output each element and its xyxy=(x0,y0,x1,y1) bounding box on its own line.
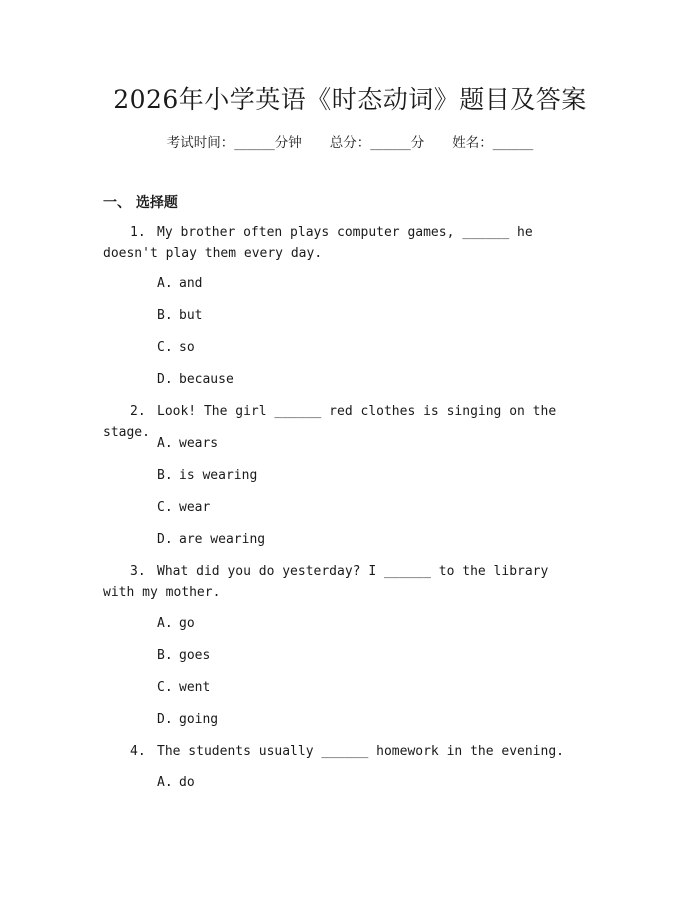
option-text: wears xyxy=(179,436,219,451)
option-letter: C. xyxy=(157,500,173,515)
document-title: 2026年小学英语《时态动词》题目及答案 xyxy=(113,85,587,114)
option-letter: C. xyxy=(157,680,173,695)
option-letter: D. xyxy=(157,372,173,387)
option-letter: D. xyxy=(157,532,173,547)
question-number: 4. xyxy=(130,744,146,759)
section-heading: 一、 选择题 xyxy=(103,195,178,211)
option-text: going xyxy=(179,712,219,727)
question-number: 1. xyxy=(130,225,146,240)
exam-meta xyxy=(0,131,700,151)
option-text: because xyxy=(179,372,234,387)
option-4a xyxy=(157,775,195,791)
option-letter: B. xyxy=(157,648,173,663)
option-letter: C. xyxy=(157,340,173,355)
option-3b xyxy=(157,648,210,664)
option-letter: B. xyxy=(157,468,173,483)
option-2b xyxy=(157,468,257,484)
question-text: The students usually ______ homework in the evening. xyxy=(157,744,564,759)
question-number: 3. xyxy=(130,564,146,579)
option-3a xyxy=(157,616,195,632)
option-text: go xyxy=(179,616,195,631)
option-3d xyxy=(157,712,218,728)
option-1c xyxy=(157,340,195,356)
option-1b xyxy=(157,308,202,324)
question-text: My brother often plays computer games, ______ he doesn't play them every day. xyxy=(103,225,533,261)
option-letter: A. xyxy=(157,616,173,631)
option-letter: B. xyxy=(157,308,173,323)
option-text: are wearing xyxy=(179,532,266,547)
option-text: goes xyxy=(179,648,211,663)
option-text: do xyxy=(179,775,195,790)
exam-time-field: 考试时间：______分钟 xyxy=(166,135,302,151)
option-letter: A. xyxy=(157,276,173,291)
option-text: is wearing xyxy=(179,468,258,483)
option-letter: A. xyxy=(157,436,173,451)
option-text: wear xyxy=(179,500,211,515)
question-4 xyxy=(103,741,587,762)
option-2a xyxy=(157,436,218,452)
question-1 xyxy=(103,222,587,264)
question-3 xyxy=(103,561,587,603)
option-2c xyxy=(157,500,210,516)
option-text: and xyxy=(179,276,203,291)
option-1a xyxy=(157,276,202,292)
question-number: 2. xyxy=(130,404,146,419)
option-text: went xyxy=(179,680,211,695)
option-1d xyxy=(157,372,234,388)
student-name-field: 姓名：______ xyxy=(452,135,534,151)
total-score-field: 总分：______分 xyxy=(329,135,425,151)
option-text: so xyxy=(179,340,195,355)
option-2d xyxy=(157,532,265,548)
question-text: What did you do yesterday? I ______ to the library with my mother. xyxy=(103,564,549,600)
option-letter: D. xyxy=(157,712,173,727)
option-text: but xyxy=(179,308,203,323)
option-3c xyxy=(157,680,210,696)
question-text: Look! The girl ______ red clothes is singing on the stage. xyxy=(103,404,557,440)
option-letter: A. xyxy=(157,775,173,790)
